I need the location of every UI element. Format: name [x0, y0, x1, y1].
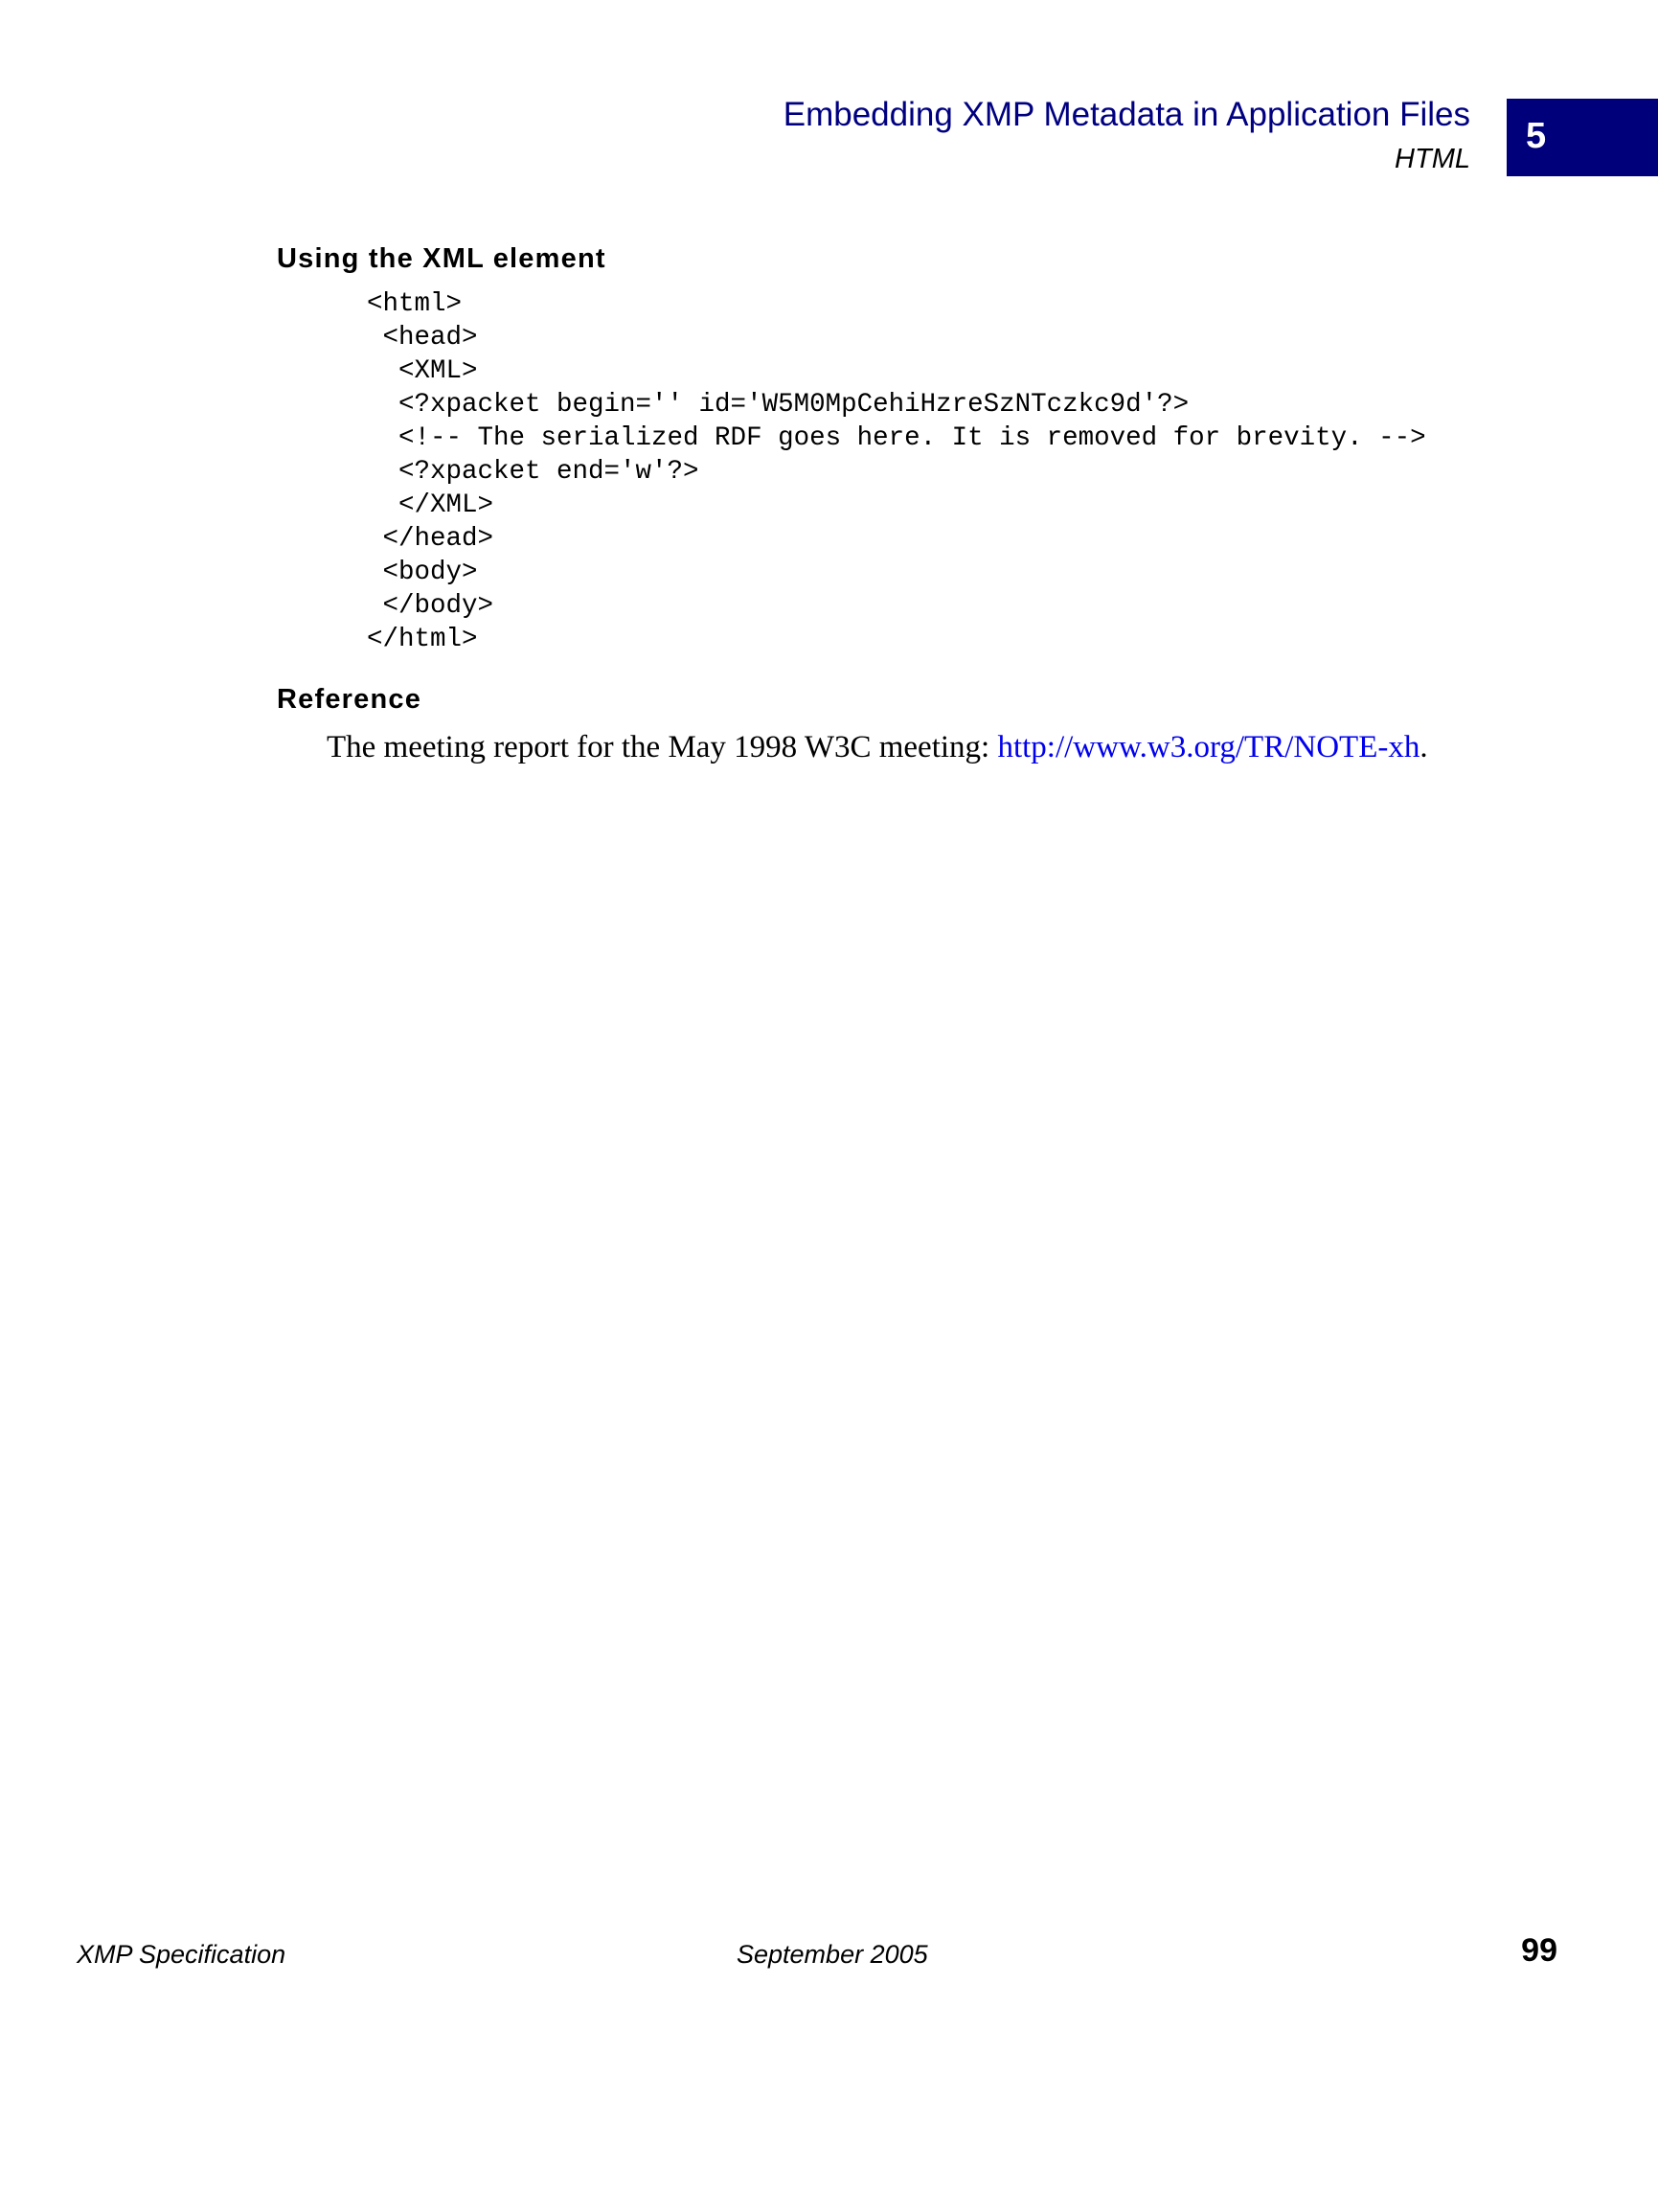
- section-heading-xml-element: Using the XML element: [277, 243, 606, 274]
- code-line: <html>: [367, 289, 463, 319]
- code-line: </XML>: [367, 490, 494, 520]
- code-line: <?xpacket end='w'?>: [367, 457, 699, 487]
- chapter-title: Embedding XMP Metadata in Application Files: [783, 96, 1470, 133]
- code-line: <?xpacket begin='' id='W5M0MpCehiHzreSzNTczkc9d'?>: [367, 390, 1190, 420]
- code-line: <body>: [367, 558, 478, 587]
- page-number: 99: [1521, 1932, 1557, 1969]
- code-block: [367, 287, 1426, 656]
- code-line: </html>: [367, 625, 478, 654]
- section-heading-reference: Reference: [277, 684, 422, 715]
- reference-link[interactable]: http://www.w3.org/TR/NOTE-xh: [997, 730, 1420, 764]
- chapter-tab: [1507, 99, 1658, 176]
- code-line: </head>: [367, 524, 494, 554]
- reference-period: .: [1420, 730, 1428, 764]
- code-line: <!-- The serialized RDF goes here. It is removed for brevity. -->: [367, 423, 1426, 453]
- reference-text: The meeting report for the May 1998 W3C meeting:: [327, 730, 998, 764]
- code-line: <head>: [367, 323, 478, 353]
- chapter-number: 5: [1526, 116, 1547, 156]
- code-line: <XML>: [367, 356, 478, 386]
- reference-paragraph: [327, 730, 1428, 765]
- section-subtitle: HTML: [1395, 144, 1470, 174]
- footer-date: September 2005: [737, 1940, 928, 1969]
- code-line: </body>: [367, 591, 494, 621]
- footer-document-title: XMP Specification: [77, 1940, 286, 1969]
